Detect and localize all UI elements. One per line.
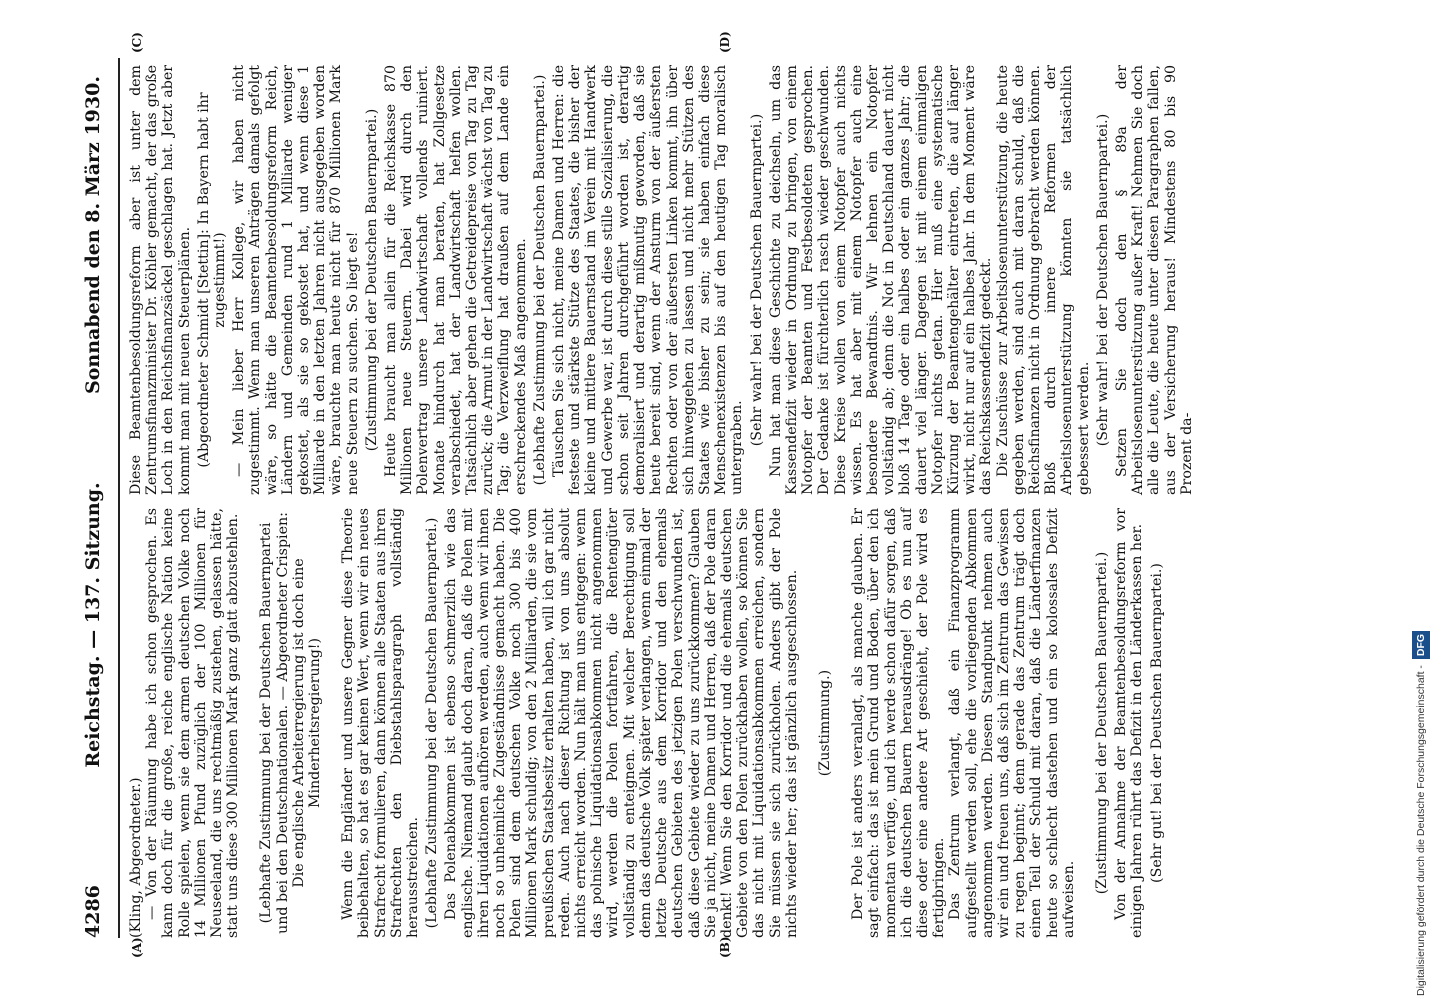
paragraph: — Mein lieber Herr Kollege, wir haben nicht zugestimmt. Wenn man unseren Anträgen damals gefolgt wäre, so hätte die Beamtenbesoldungsreform Reich, Ländern und Gemeinden rund 1 Milliarde weniger gekostet, als sie so gekostet hat, und wenn diese 1 Milliarde in den letzten Jahren nicht ausgegeben worden wäre, brauchte man heute nicht für 870 Millionen Mark neue Steuern zu suchen. So liegt es!: [231, 65, 361, 495]
paragraph: Der Pole ist anders veranlagt, als manche glauben. Er sagt einfach: das ist mein Grund und Boden, über den ich momentan verfüge, und ich werde schon dafür sorgen, daß ich die deutschen Bauern herausdränge! Ob es nun auf diese oder eine andere Art geschieht, der Pole wird es fertigbringen.: [850, 508, 948, 938]
interjection: (Lebhafte Zustimmung bei der Deutschen Bauernpartei.): [531, 74, 548, 486]
paragraph: Von der Annahme der Beamtenbesoldungsreform vor einigen Jahren rührt das Defizit in den Länderkassen her.: [1113, 508, 1146, 938]
digitization-credit: [1412, 6, 1430, 996]
paragraph: Die Zuschüsse zur Arbeitslosenunterstützung, die heute gegeben werden, sind auch mit daran schuld, daß die Reichsfinanzen nicht in Ordnung gebracht werden können. Bloß durch innere Reformen der Arbeitslosenunterstützung könnten sie tatsächlich gebessert werden.: [994, 65, 1092, 495]
paragraph: Täuschen Sie sich nicht, meine Damen und Herren: die festeste und stärkste Stütze des Staates, die bisher der kleine und mittlere Bauernstand im Verein mit Handwerk und Gewerbe war, ist durch diese stille Sozialisierung, die schon seit Jahren durchgeführt worden ist, derartig demoralisiert und derartig mißmutig geworden, daß sie heute bereit sind, wenn der Ansturm von der äußersten Rechten oder von der äußersten Linken kommt, ihn über sich hinweggehen zu lassen und nicht mehr Stützen des Staates wie bisher zu sein; sie haben einfach diese Menschenexistenzen bis auf den heutigen Tag moralisch untergraben.: [551, 65, 746, 495]
paragraph: — Von der Räumung habe ich schon gesprochen. Es kann doch für die große, reiche englische Nation keine Rolle spielen, wenn sie dem armen deutschen Volke noch 14 Millionen Pfund zuzüglich der 100 Millionen für Neuseeland, die uns rechtmäßig zustehen, gelassen hätte, statt uns diese 300 Millionen Mark ganz glatt abzustehlen.: [144, 508, 242, 938]
text-column-right: [128, 65, 1195, 495]
interjection: (Sehr gut! bei der Deutschen Bauernpartei.): [1148, 563, 1165, 883]
interjection: (Sehr wahr! bei der Deutschen Bauernpartei.): [1094, 113, 1111, 447]
interjection: (Abgeordneter Schmidt [Stettin]: In Bayern habt ihr zugestimmt!): [195, 92, 229, 468]
header-title-left: Reichstag. — 137. Sitzung.: [82, 482, 104, 768]
interjection: (Lebhafte Zustimmung bei der Deutschen Bauernpartei.): [424, 517, 441, 929]
margin-marker-a: (A): [130, 937, 144, 958]
interjection: (Sehr wahr! bei der Deutschen Bauernpartei.): [748, 113, 765, 447]
paragraph: Heute braucht man allein für die Reichskasse 870 Millionen neue Steuern. Dabei wird durch den Polenvertrag unsere Landwirtschaft vollends ruiniert. Monate hindurch hat man beraten, hat Zollgesetze verabschiedet, hat der Landwirtschaft helfen wollen. Tatsächlich aber gehen die Getreidepreise von Tag zu Tag zurück; die Armut in der Landwirtschaft wächst von Tag zu Tag; die Verzweiflung hat draußen auf dem Lande ein erschreckendes Maß angenommen.: [383, 65, 529, 495]
header-rule: [118, 58, 120, 938]
digitization-note: Digitalisierung gefördert durch die Deutsche Forschungsgemeinschaft -: [1415, 665, 1427, 996]
margin-marker-c: (C): [130, 32, 144, 53]
paragraph: Wenn die Engländer und unsere Gegner diese Theorie beibehalten, so hat es gar keinen Wert, wenn wir ein neues Strafrecht formulieren, dann können alle Staaten aus ihren Strafrechten den Diebstahlsparagraph vollständig herausstreichen.: [340, 508, 422, 938]
paragraph: Nun hat man diese Geschichte zu deichseln, um das Kassendefizit wieder in Ordnung zu bringen, von einem Notopfer der Beamten und Festbesoldeten gesprochen. Der Gedanke ist fürchterlich rasch wieder geschwunden. Diese Kreise wollen von einem Notopfer auch nichts wissen. Es hat aber mit einem Notopfer auch eine besondere Bewandtnis. Wir lehnen ein Notopfer vollständig ab; denn die Not in Deutschland dauert nicht bloß 14 Tage oder ein halbes oder ein ganzes Jahr; die dauert viel länger. Dagegen ist mit einem einmaligen Notopfer nichts getan. Hier muß eine systematische Kürzung der Beamtengehälter eintreten, die auf länger wirkt, nicht nur auf ein halbes Jahr. In dem Moment wäre das Reichskassendefizit gedeckt.: [767, 65, 995, 495]
page-number: 4286: [82, 885, 104, 938]
paragraph: Diese Beamtenbesoldungsreform aber ist unter dem Zentrumsfinanzminister Dr. Köhler gemacht, der das große Loch in den Reichsfinanzsäckel geschlagen hat. Jetzt aber kommt man mit neuen Steuerplänen.: [128, 65, 193, 495]
paragraph: Das Zentrum verlangt, daß ein Finanzprogramm aufgestellt werden soll, ehe die vorliegenden Abkommen angenommen werden. Diesen Standpunkt nehmen auch wir ein und freuen uns, daß sich im Zentrum das Gewissen zu regen beginnt; denn gerade das Zentrum trägt doch einen Teil der Schuld mit daran, daß die Länderfinanzen heute so schlecht dastehen und ein so kolossales Defizit aufweisen.: [947, 508, 1077, 938]
text-column-left: [128, 508, 1165, 938]
interjection: (Zustimmung bei der Deutschen Bauernpartei.): [363, 108, 380, 452]
interjection: (Zustimmung.): [816, 669, 833, 777]
paragraph: Das Polenabkommen ist ebenso schmerzlich wie das englische. Niemand glaubt doch daran, daß die Polen mit ihren Liquidationen aufhören werden, auch wenn wir ihnen noch so unheimliche Zugeständnisse gemacht haben. Die Polen sind dem deutschen Volke noch 300 bis 400 Millionen Mark schuldig; von den 2 Milliarden, die sie vom preußischen Staatsbesitz erhalten haben, will ich gar nicht reden. Auch nach dieser Richtung ist von uns absolut nichts erreicht worden. Nun hält man uns entgegen: wenn das polnische Liquidationsabkommen nicht angenommen wird, werden die Polen fortfahren, die Rentengüter vollständig zu enteignen. Mit welcher Berechtigung soll denn das deutsche Volk später verlangen, wenn einmal der letzte Deutsche aus dem Korridor und den ehemals deutschen Gebieten des jetzigen Polen verschwunden ist, daß diese Gebiete wieder zu uns zurückkommen? Glauben Sie ja nicht, meine Damen und Herren, daß der Pole daran denkt! Wenn Sie den Korridor und die ehemals deutschen Gebiete von den Polen zurückhaben wollen, so können Sie das nicht mit Liquidationsabkommen erreichen, sondern Sie müssen sie sich zurückholen. Anders gibt der Pole nichts wieder her; das ist gänzlich ausgeschlossen.: [443, 508, 800, 938]
interjection: (Zustimmung bei der Deutschen Bauernpartei.): [1093, 551, 1110, 895]
paragraph: Setzen Sie doch den § 89a der Arbeitslosenunterstützung außer Kraft! Nehmen Sie doch alle die Leute, die heute unter diesen Paragraphen fallen, aus der Versicherung heraus! Mindestens 80 bis 90 Prozent da-: [1113, 65, 1195, 495]
speaker-name: (Kling, Abgeordneter.): [128, 777, 144, 938]
dfg-logo: DFG: [1412, 631, 1430, 659]
interjection: (Lebhafte Zustimmung bei der Deutschen Bauernpartei und bei den Deutschnationalen. — Abgeordneter Crispien: Die englische Arbeiterregierung ist doch eine Minderheitsregierung!): [258, 512, 324, 934]
header-title-right: Sonnabend den 8. März 1930.: [82, 76, 104, 394]
margin-marker-d: (D): [718, 31, 732, 53]
margin-marker-b: (B): [718, 936, 732, 958]
